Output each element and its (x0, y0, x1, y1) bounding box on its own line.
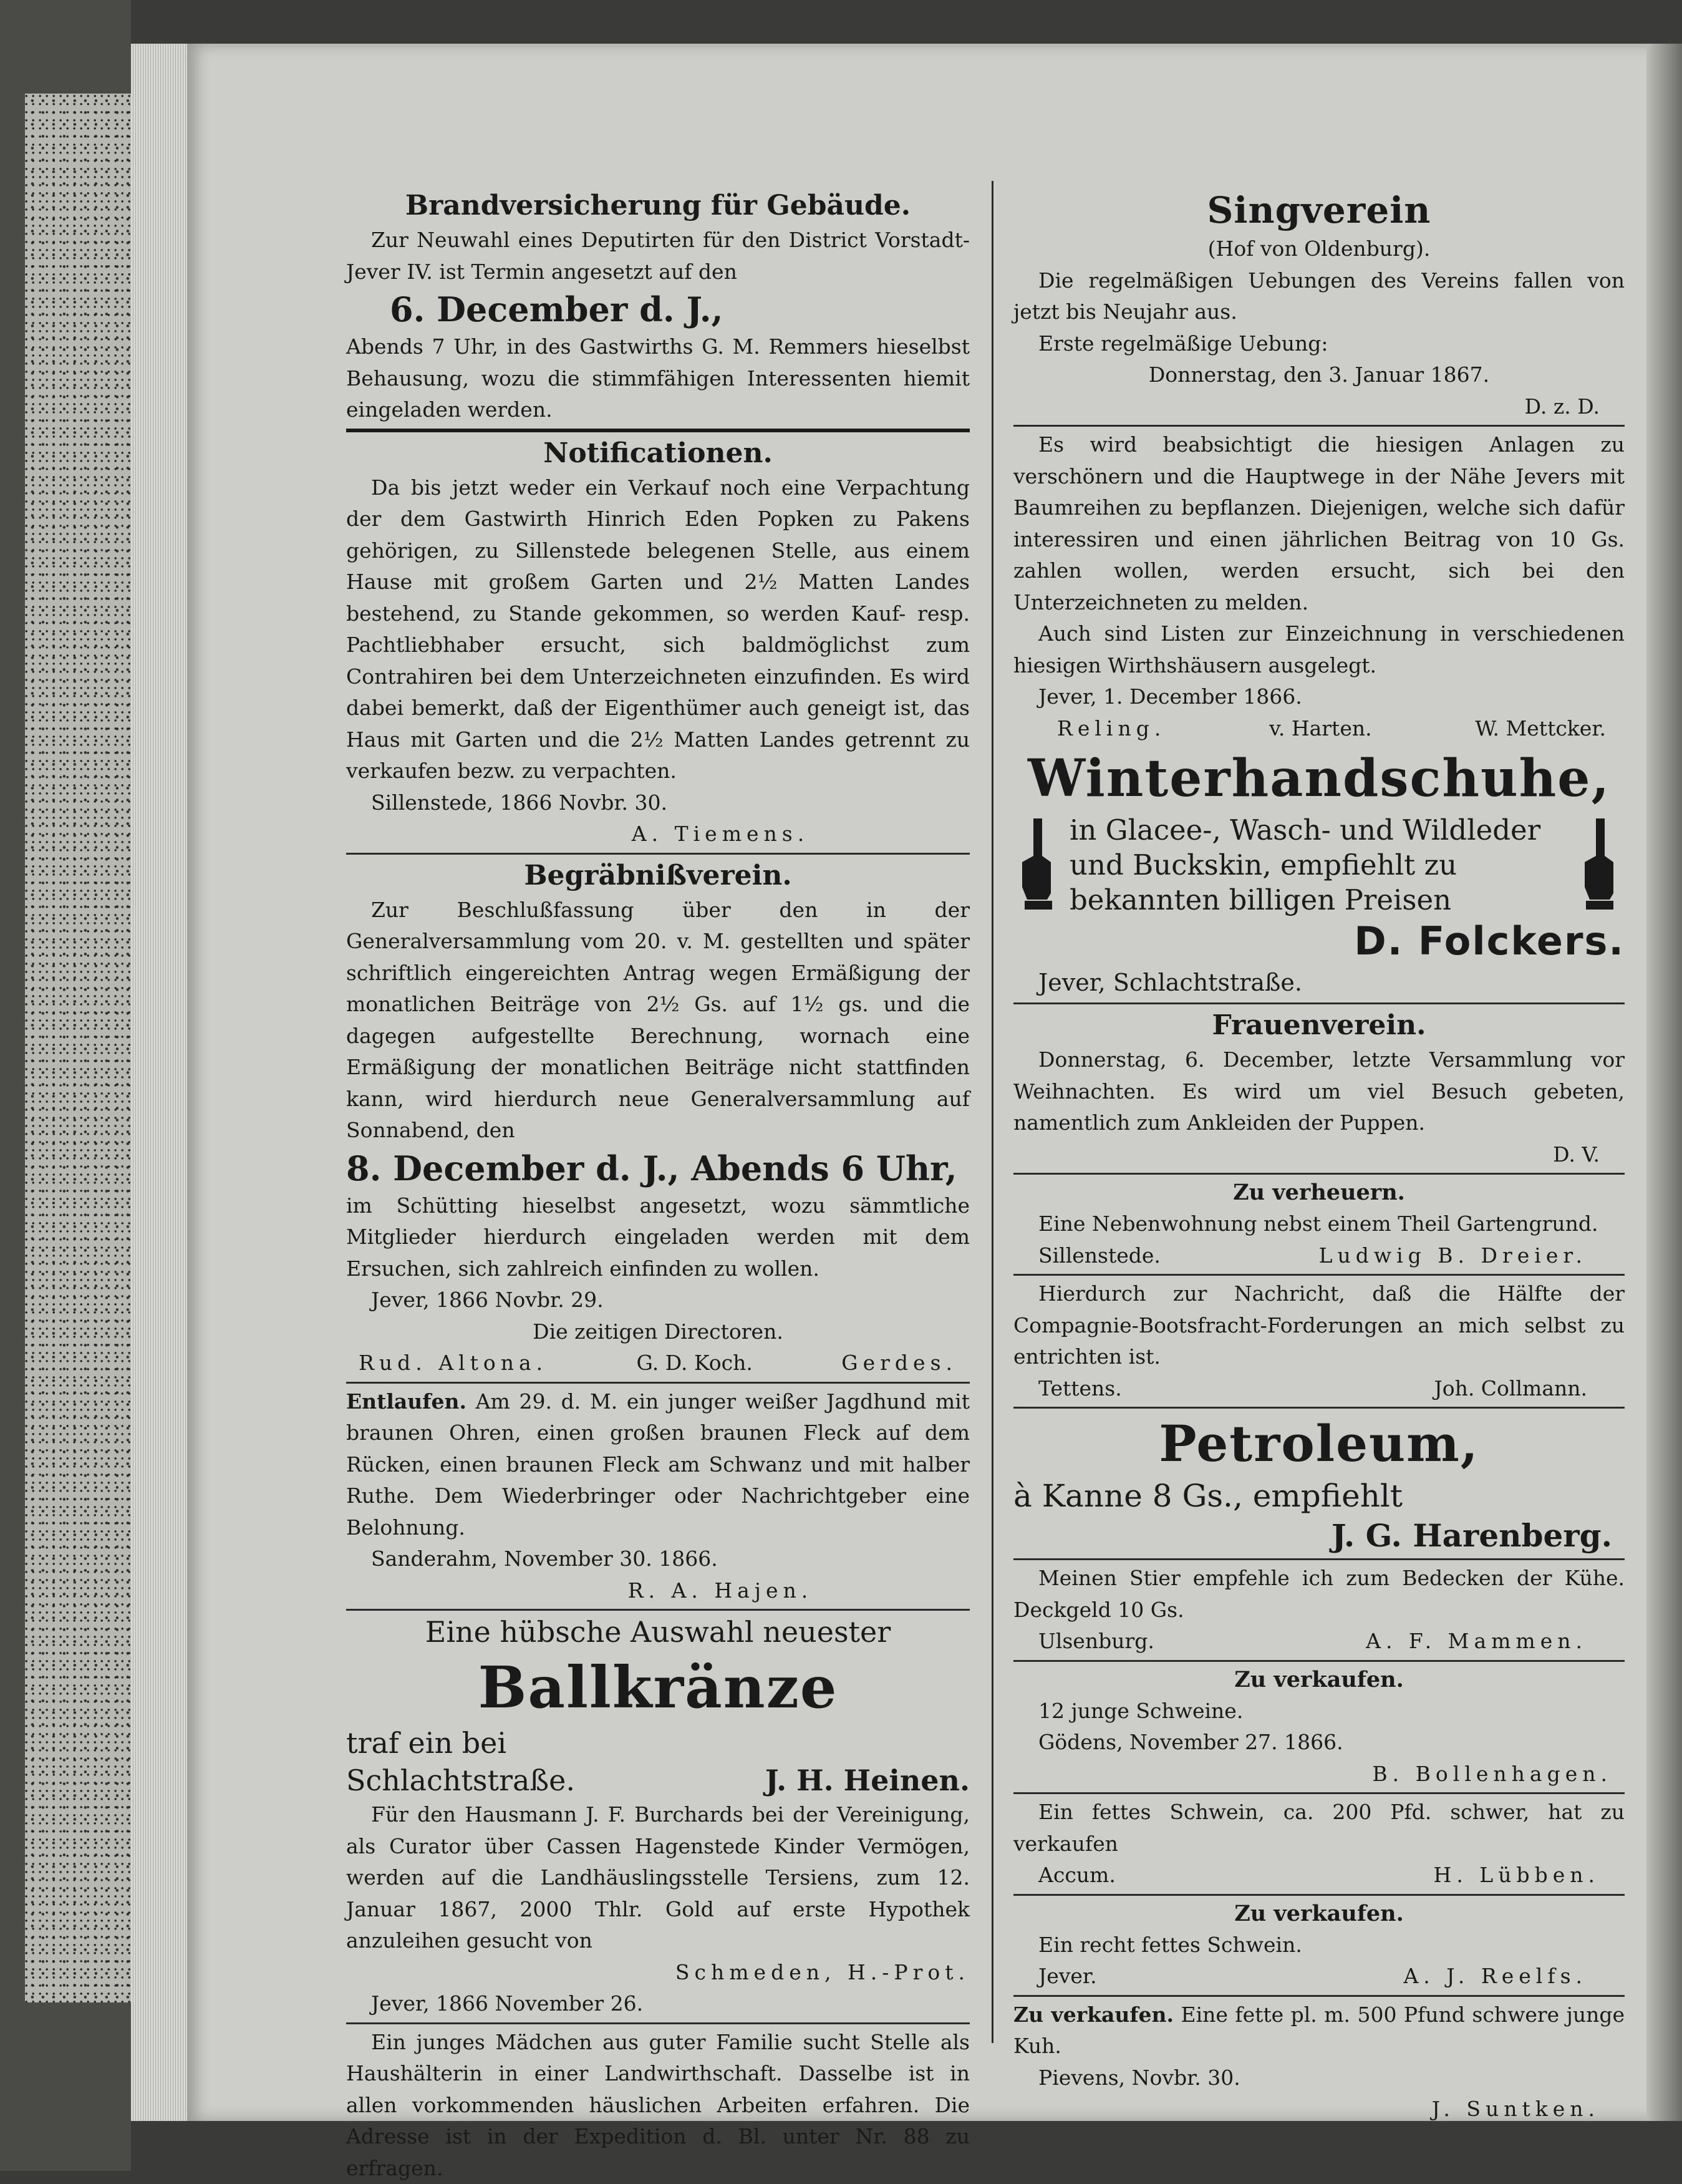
signature: W. Mettcker. (1475, 713, 1606, 745)
ad-title: Petroleum, (1013, 1411, 1625, 1476)
ad-text: Eine fette pl. m. 500 Pfund schwere junge Kuh. (1013, 2002, 1625, 2059)
ad-frauenverein (1013, 1007, 1625, 1170)
ad-text: Abends 7 Uhr, in des Gastwirths G. M. Remmers hieselbst Behausung, wozu die stimmfähigen Interessenten hiemit eingeladen werden. (346, 331, 970, 426)
signature: Gerdes. (841, 1347, 957, 1379)
ad-subtitle: (Hof von Oldenburg). (1013, 233, 1625, 265)
ad-place: Tettens. (1038, 1373, 1122, 1405)
ad-title: Zu verkaufen. (1013, 2002, 1174, 2027)
separator (346, 1382, 970, 1384)
ad-signature: A. J. Reelfs. (1403, 1961, 1587, 1992)
separator (1013, 425, 1625, 427)
ad-footer (346, 1762, 970, 1799)
ad-signature: H. Lübben. (1434, 1860, 1600, 1891)
right-column (1013, 187, 1625, 2125)
ad-text: Ein recht fettes Schwein. (1013, 1929, 1625, 1961)
page-stack (131, 44, 190, 2121)
ad-signatures (1013, 713, 1625, 745)
ad-title: Brandversicherung für Gebäude. (346, 187, 970, 225)
ad-signature: J. G. Harenberg. (1013, 1516, 1625, 1556)
ad-place: Sanderahm, November 30. 1866. (346, 1543, 970, 1575)
ad-zu-verkaufen-3 (1013, 1999, 1625, 2125)
ad-footer (1013, 1860, 1625, 1891)
ad-signature: Schmeden, H.-Prot. (346, 1957, 970, 1989)
separator (346, 853, 970, 855)
separator (1013, 1894, 1625, 1896)
ad-zu-verkaufen-2 (1013, 1898, 1625, 1992)
ad-title: Frauenverein. (1013, 1007, 1625, 1044)
ad-place: Sillenstede, 1866 Novbr. 30. (346, 787, 970, 819)
ad-title: Notificationen. (346, 435, 970, 472)
ad-signature: D. z. D. (1013, 391, 1625, 423)
ad-text: Erste regelmäßige Uebung: (1013, 328, 1625, 360)
ad-title: Zu verkaufen. (1013, 1664, 1625, 1696)
separator (1013, 1274, 1625, 1276)
ad-signature: A. F. Mammen. (1366, 1626, 1587, 1657)
ad-maedchen (346, 2027, 970, 2184)
ad-footer (1013, 1626, 1625, 1657)
ad-text: im Schütting hieselbst angesetzt, wozu sämmtliche Mitglieder hierdurch eingeladen werden mit dem Ersuchen, sich zahlreich einfinden zu wollen. (346, 1190, 970, 1285)
ad-signature: A. Tiemens. (346, 818, 970, 850)
pointing-hand-icon (1013, 818, 1063, 912)
ad-hausmann (346, 1799, 970, 2020)
signature: Rud. Altona. (359, 1347, 548, 1379)
separator (346, 429, 970, 432)
ad-text: Donnerstag, 6. December, letzte Versammlung vor Weihnachten. Es wird um viel Besuch gebeten, namentlich zum Ankleiden der Puppen. (1013, 1044, 1625, 1139)
column-divider (992, 181, 993, 2043)
ad-title: Ballkränze (346, 1651, 970, 1724)
ad-text: Meinen Stier empfehle ich zum Bedecken der Kühe. Deckgeld 10 Gs. (1013, 1563, 1625, 1626)
separator (346, 1609, 970, 1611)
ad-line: à Kanne 8 Gs., empfiehlt (1013, 1476, 1625, 1516)
ad-text: Am 29. d. M. ein junger weißer Jagdhund mit braunen Ohren, einen großen braunen Fleck auf dem Rücken, einen braunen Fleck am Schwanz und mit halber Ruthe. Dem Wiederbringer oder Nachrichtgeber eine Belohnung. (346, 1389, 970, 1540)
separator (1013, 1558, 1625, 1560)
ad-text: in Glacee-, Wasch- und Wildleder und Buckskin, empfiehlt zu bekannten billigen Preisen (1063, 813, 1575, 918)
ad-place: Jever, Schlachtstraße. (1013, 965, 1625, 1000)
ad-winterhandschuhe (1013, 744, 1625, 1000)
ad-line: traf ein bei (346, 1724, 970, 1762)
ad-signature: J. Suntken. (1013, 2094, 1625, 2125)
ad-title: Singverein (1013, 187, 1625, 233)
ad-text: Die regelmäßigen Uebungen des Vereins fallen von jetzt bis Neujahr aus. (1013, 265, 1625, 328)
ad-text: Für den Hausmann J. F. Burchards bei der Vereinigung, als Curator über Cassen Hagenstede Kinder Vermögen, werden auf die Landhäuslingsstelle Tersiens, zum 12. Januar 1867, 2000 Thlr. Gold auf erste Hypothek anzuleihen gesucht von (346, 1799, 970, 1957)
ad-street: Schlachtstraße. (346, 1762, 575, 1799)
ad-text: Auch sind Listen zur Einzeichnung in verschiedenen hiesigen Wirthshäusern ausgelegt. (1013, 618, 1625, 681)
ad-begraebnissverein (346, 857, 970, 1379)
ad-text: Da bis jetzt weder ein Verkauf noch eine Verpachtung der dem Gastwirth Hinrich Eden Popken zu Pakens gehörigen, zu Sillenstede belegenen Stelle, aus einem Hause mit großem Garten und 2½ Matten Landes bestehend, zu Stande gekommen, so werden Kauf- resp. Pachtliebhaber ersucht, sich baldmöglichst zum Contrahiren bei dem Unterzeichneten einzufinden. Es wird dabei bemerkt, daß der Eigenthümer auch geneigt ist, das Haus mit Garten und die 2½ Matten Landes getrennt zu verkaufen bezw. zu verpachten. (346, 472, 970, 787)
page-right-edge (1646, 44, 1682, 2121)
separator (1013, 1995, 1625, 1997)
ad-text: Ein fettes Schwein, ca. 200 Pfd. schwer, hat zu verkaufen (1013, 1797, 1625, 1860)
signature: Reling. (1057, 713, 1166, 745)
ad-footer (1013, 1961, 1625, 1992)
ad-text: Ein junges Mädchen aus guter Familie sucht Stelle als Haushälterin in einer Landwirthschaft. Dasselbe ist in allen vorkommenden häuslichen Arbeiten erfahren. Die Adresse ist in der Expedition d. Bl. unter Nr. 88 zu erfragen. (346, 2027, 970, 2184)
ad-signature: D. Folckers. (1013, 918, 1625, 965)
ad-place: Jever, 1866 November 26. (346, 1988, 970, 2020)
ad-text: Es wird beabsichtigt die hiesigen Anlagen zu verschönern und die Hauptwege in der Nähe Jevers mit Baumreihen zu bepflanzen. Diejenigen, welche sich dafür interessiren und einen jährlichen Beitrag von 10 Gs. zahlen wollen, werden ersucht, sich bei den Unterzeichneten zu melden. (1013, 429, 1625, 618)
ad-text: Donnerstag, den 3. Januar 1867. (1013, 359, 1625, 391)
left-column (346, 187, 970, 2184)
ad-signatures (346, 1347, 970, 1379)
ad-signature: D. V. (1013, 1139, 1625, 1171)
ad-anlagen (1013, 429, 1625, 744)
ad-place: Accum. (1038, 1860, 1116, 1891)
ad-title: Begräbnißverein. (346, 857, 970, 895)
ad-intro: Eine hübsche Auswahl neuester (346, 1613, 970, 1651)
ad-text: 12 junge Schweine. (1013, 1696, 1625, 1727)
ad-place: Pievens, Novbr. 30. (1013, 2062, 1625, 2094)
separator (1013, 1173, 1625, 1175)
ad-petroleum (1013, 1411, 1625, 1556)
ad-place: Sillenstede. (1038, 1240, 1161, 1272)
ad-title: Zu verheuern. (1013, 1177, 1625, 1208)
ad-signature: B. Bollenhagen. (1013, 1759, 1625, 1790)
separator (1013, 1407, 1625, 1409)
ad-directors: Die zeitigen Directoren. (346, 1316, 970, 1348)
separator (1013, 1660, 1625, 1662)
ad-footer (1013, 1373, 1625, 1405)
separator (1013, 1002, 1625, 1004)
ad-schwein (1013, 1797, 1625, 1891)
ad-notificationen (346, 435, 970, 850)
pointing-hand-icon (1575, 818, 1625, 912)
separator (346, 2022, 970, 2024)
ad-stier (1013, 1563, 1625, 1657)
ad-bootsfracht (1013, 1278, 1625, 1404)
separator (1013, 1792, 1625, 1794)
ad-signature: R. A. Hajen. (346, 1575, 970, 1607)
speckled-page-edge (25, 94, 134, 2002)
ad-date: 6. December d. J., (346, 288, 970, 331)
ad-singverein (1013, 187, 1625, 422)
ad-title: Zu verkaufen. (1013, 1898, 1625, 1929)
ad-place: Jever. (1038, 1961, 1097, 1992)
ad-place: Jever, 1866 Novbr. 29. (346, 1284, 970, 1316)
ad-verheuern (1013, 1177, 1625, 1271)
ad-place: Gödens, November 27. 1866. (1013, 1727, 1625, 1759)
ad-title: Entlaufen. (346, 1389, 466, 1414)
ad-place: Jever, 1. December 1866. (1013, 681, 1625, 713)
ad-text: Zur Neuwahl eines Deputirten für den District Vorstadt-Jever IV. ist Termin angesetzt auf den (346, 225, 970, 288)
ad-zu-verkaufen-1 (1013, 1664, 1625, 1790)
ad-text: Zur Beschlußfassung über den in der Generalversammlung vom 20. v. M. gestellten und später schriftlich eingereichten Antrag wegen Ermäßigung der monatlichen Beiträge von 2½ Gs. auf 1½ gs. und die dagegen aufgestellte Berechnung, wornach eine Ermäßigung der monatlichen Beiträge nicht stattfinden kann, wird hierdurch neue Generalversammlung auf Sonnabend, den (346, 895, 970, 1147)
ad-signature: Joh. Collmann. (1434, 1373, 1587, 1405)
ad-date: 8. December d. J., Abends 6 Uhr, (346, 1147, 970, 1190)
hand-row (1013, 813, 1625, 918)
ad-footer (1013, 1240, 1625, 1272)
ad-brandversicherung (346, 187, 970, 426)
ad-title: Winterhandschuhe, (1013, 744, 1625, 813)
ad-signature: Ludwig B. Dreier. (1319, 1240, 1587, 1272)
ad-signature: J. H. Heinen. (765, 1762, 970, 1799)
ad-place: Ulsenburg. (1038, 1626, 1154, 1657)
ad-text: Hierdurch zur Nachricht, daß die Hälfte der Compagnie-Bootsfracht-Forderungen an mich selbst zu entrichten ist. (1013, 1278, 1625, 1373)
ad-ballkraenze (346, 1613, 970, 1799)
signature: v. Harten. (1269, 713, 1371, 745)
ad-entlaufen (346, 1386, 970, 1607)
ad-text: Eine Nebenwohnung nebst einem Theil Gartengrund. (1013, 1208, 1625, 1240)
signature: G. D. Koch. (637, 1347, 753, 1379)
